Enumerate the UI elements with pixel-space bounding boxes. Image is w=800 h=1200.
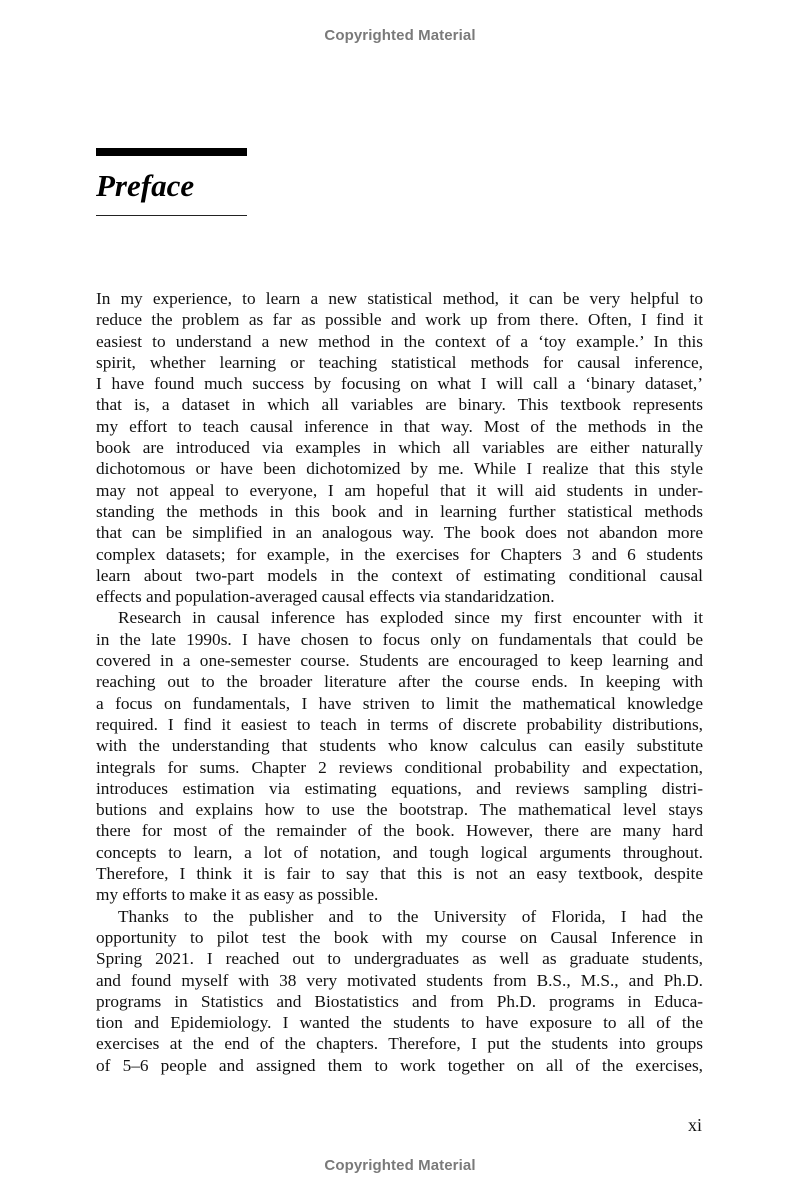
text-line: opportunity to pilot test the book with my course on Causal Inference in bbox=[96, 927, 703, 947]
text-line: programs in Statistics and Biostatistics and from Ph.D. programs in Educa- bbox=[96, 991, 703, 1011]
paragraph-3 bbox=[96, 906, 703, 1076]
text-line: required. I find it easiest to teach in terms of discrete probability distributions, bbox=[96, 714, 703, 734]
preface-body bbox=[96, 288, 703, 1076]
text-line: Therefore, I think it is fair to say that this is not an easy textbook, despite bbox=[96, 864, 703, 884]
text-line: Spring 2021. I reached out to undergraduates as well as graduate students, bbox=[96, 949, 703, 969]
text-line: butions and explains how to use the bootstrap. The mathematical level stays bbox=[96, 800, 703, 820]
text-line: with the understanding that students who know calculus can easily substitute bbox=[96, 736, 703, 756]
text-line: effects and population-averaged causal effects via standaridzation. bbox=[96, 587, 555, 607]
text-line: covered in a one-semester course. Students are encouraged to keep learning and bbox=[96, 651, 703, 671]
text-line: and found myself with 38 very motivated students from B.S., M.S., and Ph.D. bbox=[96, 970, 703, 990]
text-line: learn about two-part models in the context of estimating conditional causal bbox=[96, 565, 703, 585]
text-line: book are introduced via examples in which all variables are either naturally bbox=[96, 438, 703, 458]
copyright-watermark-top: Copyrighted Material bbox=[324, 27, 476, 44]
text-line: In my experience, to learn a new statistical method, it can be very helpful to bbox=[96, 289, 703, 308]
text-line: Thanks to the publisher and to the University of Florida, I had the bbox=[118, 906, 703, 926]
chapter-rule-thick bbox=[96, 148, 247, 156]
text-line: dichotomous or have been dichotomized by me. While I realize that this style bbox=[96, 459, 703, 479]
text-line: easiest to understand a new method in the context of a ‘toy example.’ In this bbox=[96, 331, 703, 351]
text-line: a focus on fundamentals, I have striven to limit the mathematical knowledge bbox=[96, 693, 703, 713]
text-line: concepts to learn, a lot of notation, and tough logical arguments throughout. bbox=[96, 842, 703, 862]
paragraph-2 bbox=[96, 607, 703, 905]
text-line: spirit, whether learning or teaching statistical methods for causal inference, bbox=[96, 352, 703, 372]
text-line: of 5–6 people and assigned them to work together on all of the exercises, bbox=[96, 1055, 703, 1075]
text-line: reduce the problem as far as possible and work up from there. Often, I find it bbox=[96, 310, 703, 330]
text-line: my efforts to make it as easy as possible. bbox=[96, 885, 379, 905]
text-line: introduces estimation via estimating equations, and reviews sampling distri- bbox=[96, 778, 703, 798]
paragraph-1 bbox=[96, 288, 703, 607]
page-number: xi bbox=[688, 1115, 703, 1135]
text-line: my effort to teach causal inference in that way. Most of the methods in the bbox=[96, 416, 703, 436]
text-line: that can be simplified in an analogous way. The book does not abandon more bbox=[96, 523, 703, 543]
chapter-heading bbox=[96, 148, 247, 216]
text-line: Research in causal inference has exploded since my first encounter with it bbox=[118, 608, 703, 628]
text-line: reaching out to the broader literature after the course ends. In keeping with bbox=[96, 672, 703, 692]
text-line: I have found much success by focusing on what I will call a ‘binary dataset,’ bbox=[96, 374, 703, 394]
text-line: tion and Epidemiology. I wanted the students to have exposure to all of the bbox=[96, 1013, 703, 1033]
chapter-title: Preface bbox=[96, 168, 195, 203]
text-line: there for most of the remainder of the book. However, there are many hard bbox=[96, 821, 703, 841]
text-line: that is, a dataset in which all variables are binary. This textbook represents bbox=[96, 395, 703, 415]
text-line: integrals for sums. Chapter 2 reviews conditional probability and expectation, bbox=[96, 757, 703, 777]
text-line: exercises at the end of the chapters. Therefore, I put the students into groups bbox=[96, 1034, 703, 1054]
text-line: standing the methods in this book and in learning further statistical methods bbox=[96, 501, 703, 521]
text-line: may not appeal to everyone, I am hopeful that it will aid students in under- bbox=[96, 480, 703, 500]
chapter-rule-thin bbox=[96, 215, 247, 216]
text-line: in the late 1990s. I have chosen to focus only on fundamentals that could be bbox=[96, 629, 703, 649]
text-line: complex datasets; for example, in the exercises for Chapters 3 and 6 students bbox=[96, 544, 703, 564]
copyright-watermark-bottom: Copyrighted Material bbox=[324, 1157, 476, 1174]
